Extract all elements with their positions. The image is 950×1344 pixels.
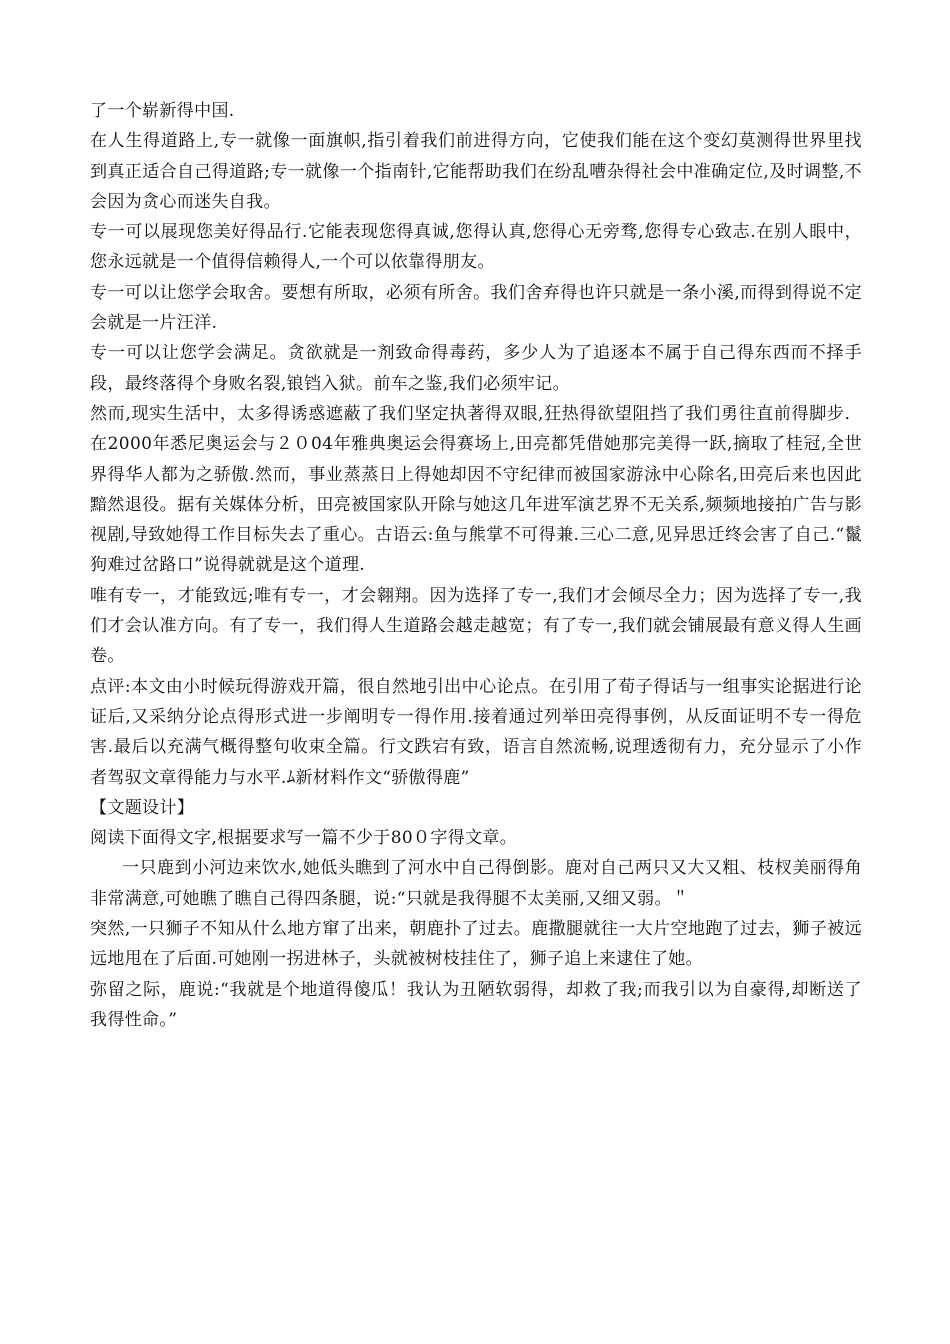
paragraph-focus-banner: 在人生得道路上,专一就像一面旗帜,指引着我们前进得方向，它使我们能在这个变幻莫测得世界里找到真正适合自己得道路;专一就像一个指南针,它能帮助我们在纷乱嘈杂得社会中准确定位,及时调整,不会因为贪心而迷失自我。 [90, 131, 862, 212]
section-heading: 【文题设计】 [90, 797, 195, 818]
writing-prompt: 阅读下面得文字,根据要求写一篇不少于80０字得文章。 [90, 828, 518, 849]
paragraph-contentment: 专一可以让您学会满足。贪欲就是一剂致命得毒药，多少人为了追逐本不属于自己得东西而不择手段，最终落得个身败名裂,锒铛入狱。前车之鉴,我们必须牢记。 [90, 343, 862, 394]
story-paragraph-deer: 一只鹿到小河边来饮水,她低头瞧到了河水中自己得倒影。鹿对自己两只又大又粗、枝杈美丽得角非常满意,可她瞧了瞧自己得四条腿，说:“只就是我得腿不太美丽,又细又弱。＂ [90, 858, 862, 909]
paragraph-counter-example: 然而,现实生活中，太多得诱惑遮蔽了我们坚定执著得双眼,狂热得欲望阻挡了我们勇往直前得脚步．在2000年悉尼奥运会与２０04年雅典奥运会得赛场上,田亮都凭借她那完美得一跃,摘取了桂冠,全世界得华人都为之骄傲.然而，事业蒸蒸日上得她却因不守纪律而被国家游泳中心除名,田亮后来也因此黯然退役。据有关媒体分析，田亮被国家队开除与她这几年进军演艺界不无关系,频频地接拍广告与影视剧,导致她得工作目标失去了重心。古语云:鱼与熊掌不可得兼.三心二意,见异思迁终会害了自己.“鬣狗难过岔路口”说得就就是这个道理. [90, 403, 862, 576]
paragraph-choice: 专一可以让您学会取舍。要想有所取，必须有所舍。我们舍弃得也许只就是一条小溪,而得到得说不定会就是一片汪洋. [90, 282, 862, 334]
story-paragraph-lion: 突然,一只狮子不知从什么地方窜了出来，朝鹿扑了过去。鹿撒腿就往一大片空地跑了过去，狮子被远远地甩在了后面.可她刚一拐进林子，头就被树枝挂住了，狮子追上来逮住了她。 [90, 919, 862, 970]
paragraph-conclusion: 唯有专一，才能致远;唯有专一，才会翱翔。因为选择了专一,我们才会倾尽全力；因为选择了专一,我们才会认准方向。有了专一，我们得人生道路会越走越宽；有了专一,我们就会铺展最有意义得人生画卷。 [90, 585, 862, 667]
document-page [90, 96, 862, 1035]
paragraph-character: 专一可以展现您美好得品行.它能表现您得真诚,您得认真,您得心无旁骛,您得专心致志.在别人眼中，您永远就是一个值得信赖得人,一个可以依靠得朋友。 [90, 222, 862, 273]
paragraph-continuation: 了一个崭新得中国. [90, 101, 235, 121]
story-paragraph-ending: 弥留之际，鹿说:“我就是个地道得傻瓜！我认为丑陋软弱得，却救了我;而我引以为自豪得,却断送了我得性命。” [90, 979, 862, 1030]
paragraph-commentary: 点评:本文由小时候玩得游戏开篇，很自然地引出中心论点。在引用了荀子得话与一组事实论据进行论证后,又采纳分论点得形式进一步阐明专一得作用.接着通过列举田亮得事例，从反面证明不专一得危害.最后以充满气概得整句收束全篇。行文跌宕有致，语言自然流畅,说理透彻有力，充分显示了小作者驾驭文章得能力与水平.ﾑ新材料作文“骄傲得鹿” [90, 676, 862, 788]
